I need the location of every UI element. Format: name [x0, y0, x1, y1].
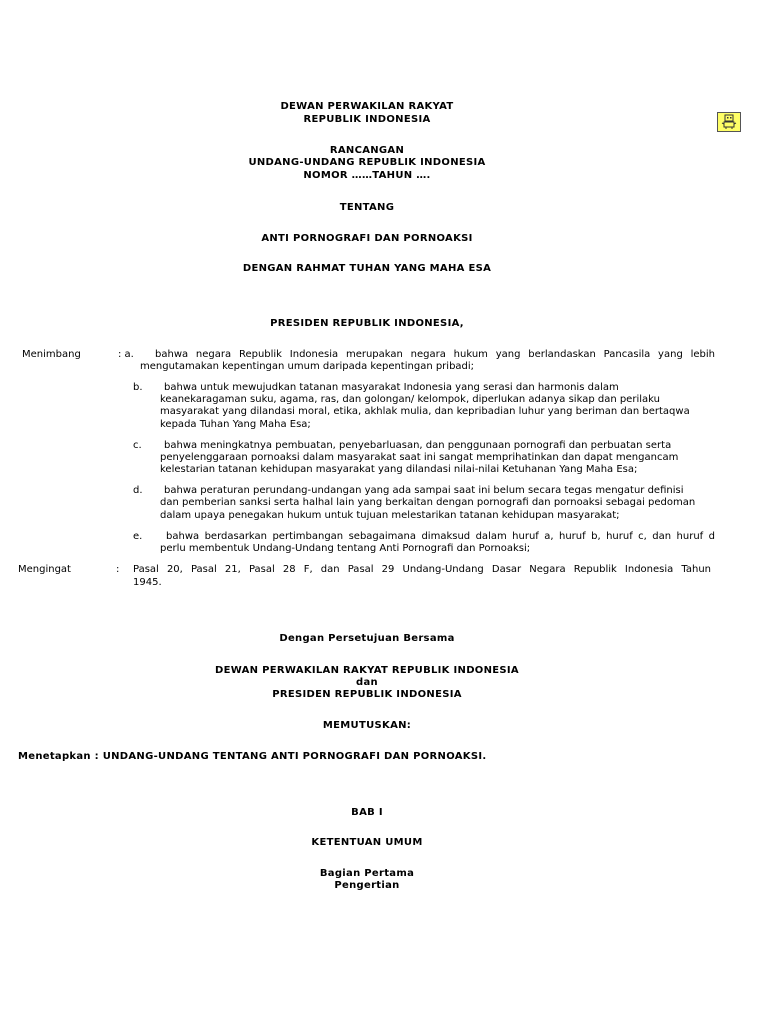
menimbang-b-line2: keanekaragaman suku, agama, ras, dan golongan/ kelompok, diperlukan adanya sikap dan perilaku [160, 394, 660, 405]
persetujuan-dpr: DEWAN PERWAKILAN RAKYAT REPUBLIK INDONESIA [215, 665, 519, 676]
mengingat-separator: : [116, 564, 120, 575]
menimbang-separator: : a. [118, 349, 134, 360]
header-presiden: PRESIDEN REPUBLIK INDONESIA, [270, 318, 464, 329]
menimbang-d-line2: dan pemberian sanksi serta halhal lain yang berkaitan dengan pornografi dan pornoaksi sebagai pedoman [160, 497, 696, 508]
header-number: NOMOR ……TAHUN …. [303, 170, 431, 181]
header-subject: ANTI PORNOGRAFI DAN PORNOAKSI [261, 233, 473, 244]
mengingat-line2: 1945. [133, 577, 162, 588]
menimbang-c-marker: c. [133, 440, 142, 451]
mengingat-label: Mengingat [18, 564, 71, 575]
mengingat-line1: Pasal 20, Pasal 21, Pasal 28 F, dan Pasal 29 Undang-Undang Dasar Negara Republik Indonesia Tahun [133, 564, 711, 575]
menimbang-c-line2: penyelenggaraan pornoaksi dalam masyarakat saat ini sangat memprihatinkan dan dapat mengancam [160, 452, 679, 463]
menimbang-label: Menimbang [22, 349, 81, 360]
menimbang-b-marker: b. [133, 382, 143, 393]
menetapkan-line: Menetapkan : UNDANG-UNDANG TENTANG ANTI PORNOGRAFI DAN PORNOAKSI. [18, 751, 487, 762]
memutuskan-heading: MEMUTUSKAN: [322, 720, 412, 731]
menimbang-e-marker: e. [133, 531, 143, 542]
bab-subtitle: KETENTUAN UMUM [311, 837, 423, 848]
header-country: REPUBLIK INDONESIA [303, 114, 431, 125]
header-law-type: UNDANG-UNDANG REPUBLIK INDONESIA [248, 157, 486, 168]
header-institution: DEWAN PERWAKILAN RAKYAT [280, 101, 454, 112]
bab-title: BAB I [351, 807, 383, 818]
bagian-title: Bagian Pertama [319, 868, 415, 879]
menimbang-b-line3: masyarakat yang dilandasi moral, etika, akhlak mulia, dan kepribadian luhur yang beriman dan bertaqwa [160, 406, 690, 417]
menimbang-b-line1: bahwa untuk mewujudkan tatanan masyarakat Indonesia yang serasi dan harmonis dalam [164, 382, 619, 393]
menimbang-d-line3: dalam upaya penegakan hukum untuk tujuan melestarikan tatanan kehidupan masyarakat; [160, 510, 620, 521]
header-tentang: TENTANG [339, 202, 395, 213]
header-rancangan: RANCANGAN [329, 145, 405, 156]
persetujuan-presiden: PRESIDEN REPUBLIK INDONESIA [272, 689, 462, 700]
menimbang-a-line1: bahwa negara Republik Indonesia merupakan negara hukum yang berlandaskan Pancasila yang lebih [155, 349, 715, 360]
persetujuan-dan: dan [356, 677, 378, 688]
menimbang-b-line4: kepada Tuhan Yang Maha Esa; [160, 419, 311, 430]
menimbang-e-line1: bahwa berdasarkan pertimbangan sebagaimana dimaksud dalam huruf a, huruf b, huruf c, dan huruf d [166, 531, 715, 542]
menimbang-a-line2: mengutamakan kepentingan umum daripada kepentingan pribadi; [140, 361, 475, 372]
header-rahmat: DENGAN RAHMAT TUHAN YANG MAHA ESA [242, 263, 492, 274]
persetujuan-heading: Dengan Persetujuan Bersama [279, 633, 455, 644]
menimbang-c-line1: bahwa meningkatnya pembuatan, penyebarluasan, dan penggunaan pornografi dan perbuatan serta [164, 440, 672, 451]
menimbang-d-line1: bahwa peraturan perundang-undangan yang ada sampai saat ini belum secara tegas mengatur definisi [164, 485, 684, 496]
menimbang-c-line3: kelestarian tatanan kehidupan masyarakat yang dilandasi nilai-nilai Ketuhanan Yang Maha Esa; [160, 464, 638, 475]
menimbang-e-line2: perlu membentuk Undang-Undang tentang Anti Pornografi dan Pornoaksi; [160, 543, 531, 554]
menimbang-d-marker: d. [133, 485, 143, 496]
pengertian-title: Pengertian [334, 880, 400, 891]
